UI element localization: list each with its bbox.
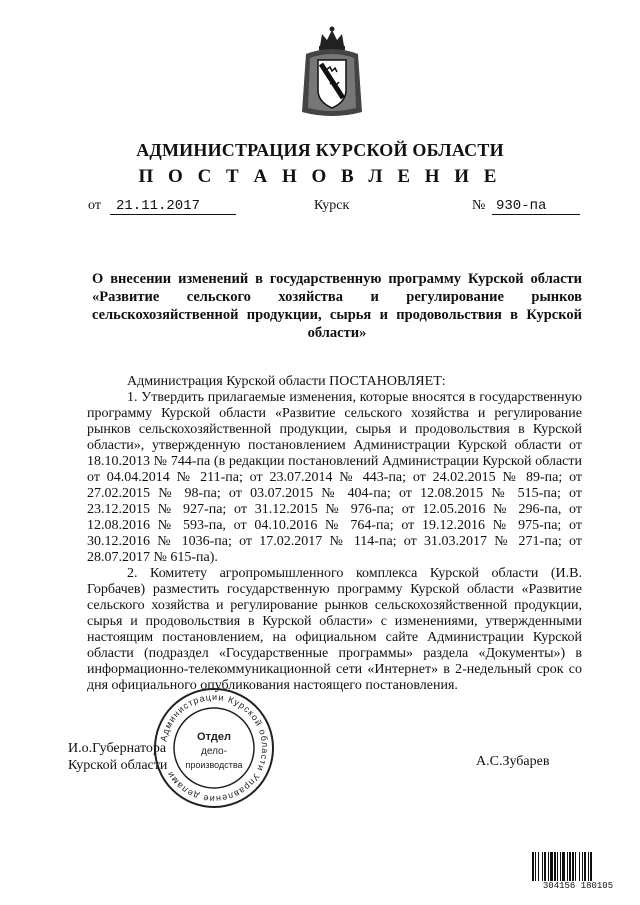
stamp-ring-text: Администрации Курской области Управление делами	[158, 691, 271, 805]
barcode-bar	[560, 852, 561, 882]
barcode-bar	[584, 852, 586, 882]
coat-of-arms-emblem	[296, 24, 368, 120]
barcode-bar	[550, 852, 553, 882]
barcode-bar	[557, 852, 558, 882]
barcode-bar	[554, 852, 556, 882]
date-prefix: от	[88, 198, 101, 213]
body-clause-2: 2. Комитету агропромышленного комплекса Курской области (И.В. Горбачев) разместить государственную программу Курской области «Развитие сельского хозяйства и регулирование рынков сельскохозяйственной продукции, сырья и продовольствия в Курской области» с изменениями, утвержденными настоящим постановлением, на официальном сайте Администрации Курской области (подраздел «Государственные программы» раздела «Документы») в информационно-телекоммуникационной сети «Интернет» в 2-недельный срок со дня официального опубликования настоящего постановления.	[87, 566, 582, 693]
body-intro: Администрация Курской области ПОСТАНОВЛЯЕТ:	[127, 374, 446, 389]
signatory-position-line-1: И.о.Губернатора	[68, 741, 167, 756]
barcode-bar	[579, 852, 580, 882]
barcode-bar	[569, 852, 571, 882]
barcode-bar	[582, 852, 583, 882]
body-clause-1: 1. Утвердить прилагаемые изменения, которые вносятся в государственную программу Курской области «Развитие сельского хозяйства и регулирование рынков сельскохозяйственной продукции, сырья и продовольствия в Курской области», утвержденную постановлением Администрации Курской области от 18.10.2013 № 744-па (в редакции постановлений Администрации Курской области от 04.04.2014 № 211-па; от 23.07.2014 № 443-па; от 24.02.2015 № 89-па; от 27.02.2015 № 98-па; от 03.07.2015 № 404-па; от 12.08.2015 № 515-па; от 23.12.2015 № 927-па; от 31.12.2015 № 976-па; от 12.05.2016 № 296-па, от 12.08.2016 № 593-па, от 04.10.2016 № 764-па; от 19.12.2016 № 975-па; от 30.12.2016 № 1036-па; от 17.02.2017 № 114-па; от 31.03.2017 № 271-па; от 28.07.2017 № 615-па).	[87, 390, 582, 565]
barcode-bar	[544, 852, 546, 882]
barcode-bar	[590, 852, 592, 882]
barcode-bar	[572, 852, 574, 882]
barcode-bar	[535, 852, 536, 882]
barcode-bar	[575, 852, 576, 882]
barcode-bar	[548, 852, 549, 882]
barcode-bar	[567, 852, 568, 882]
signatory-name: А.С.Зубарев	[476, 754, 550, 769]
official-stamp	[152, 686, 276, 810]
document-type: П О С Т А Н О В Л Е Н И Е	[138, 166, 502, 187]
barcode-bar	[538, 852, 539, 882]
barcode-number: 304156 180105	[532, 881, 624, 891]
number-prefix: №	[472, 198, 486, 213]
dateline	[88, 198, 582, 220]
stamp-center-line-2: дело-	[201, 746, 227, 757]
barcode-bar	[588, 852, 589, 882]
document-date: 21.11.2017	[110, 198, 236, 215]
document-subject: О внесении изменений в государственную программу Курской области «Развитие сельского хозяйства и регулирование рынков сельскохозяйственной продукции, сырья и продовольствия в Курской области»	[92, 271, 582, 341]
stamp-center-line-1: Отдел	[197, 731, 231, 743]
document-city: Курск	[314, 198, 350, 213]
barcode-bar	[562, 852, 565, 882]
signatory-position-line-2: Курской области	[68, 758, 168, 773]
document-body	[87, 374, 582, 694]
barcode-bar	[542, 852, 543, 882]
barcode-bar	[532, 852, 534, 882]
document-number: 930-па	[492, 198, 580, 215]
organization-name: АДМИНИСТРАЦИЯ КУРСКОЙ ОБЛАСТИ	[136, 140, 504, 160]
stamp-center-line-3: производства	[185, 760, 243, 770]
